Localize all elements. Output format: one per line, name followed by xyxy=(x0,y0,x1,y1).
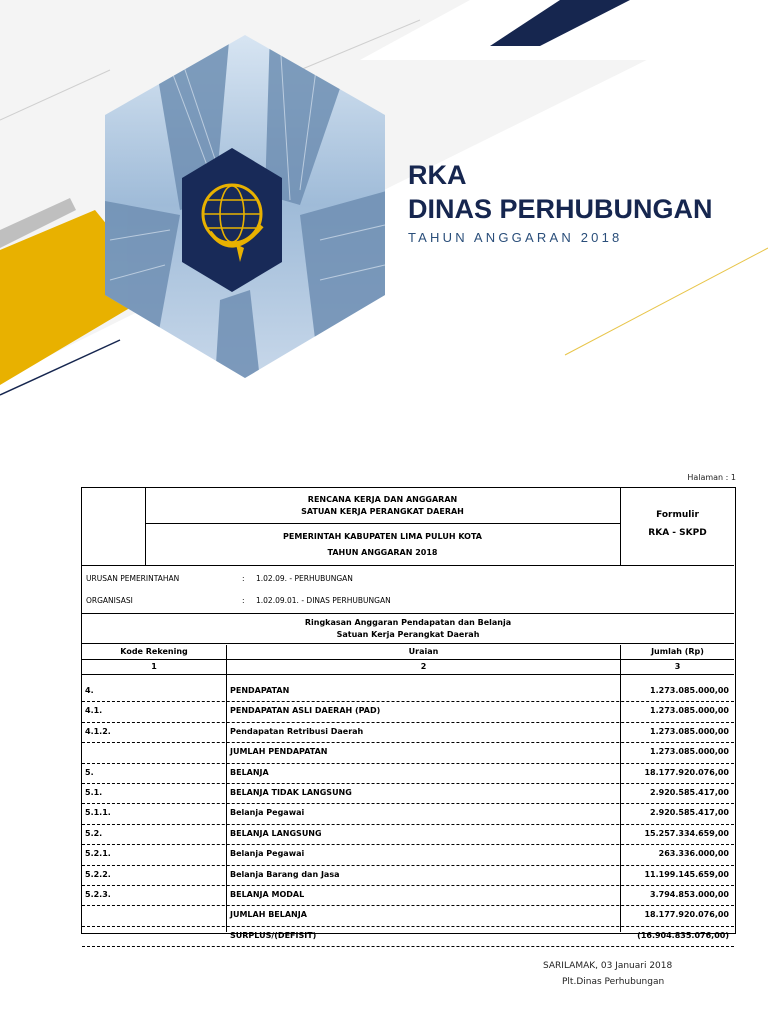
row-kode: 4.1.2. xyxy=(85,726,111,736)
table-row xyxy=(82,723,734,743)
formulir-cell xyxy=(621,488,734,565)
row-kode: 5.1. xyxy=(85,787,103,797)
row-uraian: Belanja Pegawai xyxy=(230,808,305,818)
table-row xyxy=(82,804,734,824)
signature-role: Plt.Dinas Perhubungan xyxy=(562,977,665,987)
urusan-value: 1.02.09. - PERHUBUNGAN xyxy=(256,574,353,583)
form-info xyxy=(82,566,734,614)
row-uraian: BELANJA xyxy=(230,767,269,777)
header-line4: TAHUN ANGGARAN 2018 xyxy=(327,548,438,557)
formulir-label: Formulir xyxy=(656,510,699,520)
col-number-1: 1 xyxy=(82,660,226,675)
table-row xyxy=(82,866,734,886)
table-row xyxy=(82,886,734,906)
rka-form xyxy=(81,487,736,940)
table-row xyxy=(82,764,734,784)
table-row xyxy=(82,743,734,763)
col-header-kode: Kode Rekening xyxy=(82,645,226,660)
cover-subtitle: TAHUN ANGGARAN 2018 xyxy=(408,230,623,245)
row-jumlah: 1.273.085.000,00 xyxy=(650,747,729,757)
row-uraian: SURPLUS/(DEFISIT) xyxy=(230,930,317,940)
col-header-uraian: Uraian xyxy=(227,645,620,660)
ringkasan-title: Ringkasan Anggaran Pendapatan dan Belanja Satuan Kerja Perangkat Daerah xyxy=(82,614,734,644)
header-logo-cell xyxy=(82,488,146,565)
info-urusan: URUSAN PEMERINTAHAN : 1.02.09. - PERHUBUNGAN xyxy=(86,574,353,583)
row-uraian: BELANJA LANGSUNG xyxy=(230,828,322,838)
table-row xyxy=(82,702,734,722)
organisasi-value: 1.02.09.01. - DINAS PERHUBUNGAN xyxy=(256,596,391,605)
row-jumlah: 15.257.334.659,00 xyxy=(644,828,729,838)
row-jumlah: 1.273.085.000,00 xyxy=(650,726,729,736)
cover-title-block xyxy=(408,158,713,245)
urusan-label: URUSAN PEMERINTAHAN xyxy=(86,574,180,583)
row-jumlah: 263.336.000,00 xyxy=(658,849,729,859)
form-header xyxy=(82,488,734,566)
col-header-jumlah: Jumlah (Rp) xyxy=(621,645,734,660)
cover-title-rka: RKA xyxy=(408,160,467,190)
row-uraian: Belanja Barang dan Jasa xyxy=(230,869,340,879)
organisasi-label: ORGANISASI xyxy=(86,596,133,605)
row-kode: 5.2.1. xyxy=(85,849,111,859)
page-number: Halaman : 1 xyxy=(687,473,736,482)
row-kode: 5. xyxy=(85,767,94,777)
table-row xyxy=(82,784,734,804)
table-row xyxy=(82,845,734,865)
row-uraian: BELANJA TIDAK LANGSUNG xyxy=(230,787,352,797)
row-kode: 4.1. xyxy=(85,706,103,716)
logo-hexagon xyxy=(182,148,282,292)
row-uraian: BELANJA MODAL xyxy=(230,889,305,899)
row-kode: 5.2.3. xyxy=(85,889,111,899)
row-jumlah: 2.920.585.417,00 xyxy=(650,787,729,797)
row-uraian: Pendapatan Retribusi Daerah xyxy=(230,726,364,736)
row-jumlah: (16.904.835.076,00) xyxy=(637,930,729,940)
col-number-3: 3 xyxy=(621,660,734,675)
row-kode: 5.1.1. xyxy=(85,808,111,818)
row-jumlah: 2.920.585.417,00 xyxy=(650,808,729,818)
row-uraian: JUMLAH PENDAPATAN xyxy=(230,747,328,757)
header-title-cell xyxy=(145,488,621,565)
formulir-code: RKA - SKPD xyxy=(648,528,707,538)
table-row xyxy=(82,906,734,926)
row-jumlah: 11.199.145.659,00 xyxy=(644,869,729,879)
col-number-2: 2 xyxy=(227,660,620,675)
row-uraian: JUMLAH BELANJA xyxy=(230,910,307,920)
table-row xyxy=(82,825,734,845)
row-jumlah: 18.177.920.076,00 xyxy=(644,767,729,777)
info-organisasi: ORGANISASI : 1.02.09.01. - DINAS PERHUBUNGAN xyxy=(86,596,391,605)
row-kode: 5.2. xyxy=(85,828,103,838)
row-jumlah: 1.273.085.000,00 xyxy=(650,686,729,695)
header-line1: RENCANA KERJA DAN ANGGARAN xyxy=(307,495,458,504)
budget-table-body xyxy=(82,682,734,947)
row-uraian: PENDAPATAN xyxy=(230,686,290,695)
row-uraian: Belanja Pegawai xyxy=(230,849,305,859)
row-jumlah: 3.794.853.000,00 xyxy=(650,889,729,899)
signature-place-date: SARILAMAK, 03 Januari 2018 xyxy=(543,961,673,971)
table-row xyxy=(82,682,734,702)
row-jumlah: 1.273.085.000,00 xyxy=(650,706,729,716)
row-kode: 5.2.2. xyxy=(85,869,111,879)
row-jumlah: 18.177.920.076,00 xyxy=(644,910,729,920)
header-line2: SATUAN KERJA PERANGKAT DAERAH xyxy=(301,507,464,516)
cover-title-dinas: DINAS PERHUBUNGAN xyxy=(408,194,713,224)
row-kode: 4. xyxy=(85,686,94,695)
row-uraian: PENDAPATAN ASLI DAERAH (PAD) xyxy=(230,706,381,716)
table-row xyxy=(82,927,734,947)
header-line3: PEMERINTAH KABUPATEN LIMA PULUH KOTA xyxy=(282,532,482,541)
